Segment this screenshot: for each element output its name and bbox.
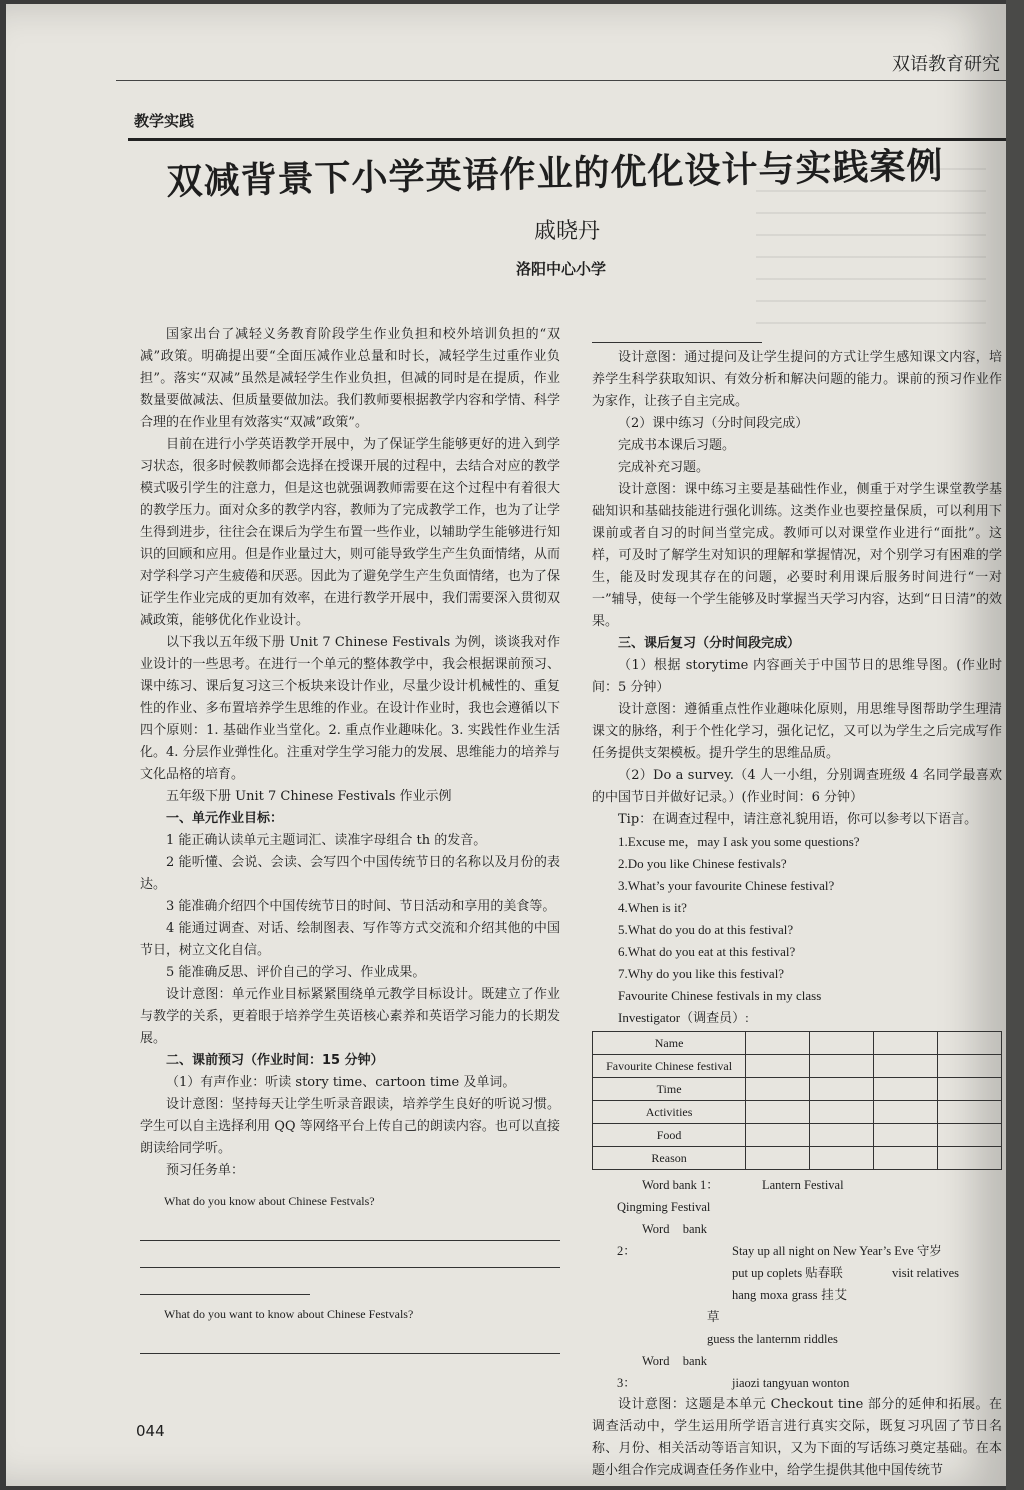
header-rule <box>116 80 1006 81</box>
paragraph: 五年级下册 Unit 7 Chinese Festivals 作业示例 <box>166 789 452 804</box>
answer-line <box>592 320 762 343</box>
goal-item: 3 能准确介绍四个中国传统节日的时间、节日活动和享用的美食等。 <box>166 899 556 914</box>
heading-review: 三、课后复习（分时间段完成） <box>618 636 801 651</box>
paragraph: 设计意图：坚持每天让学生听录音跟读，培养学生良好的听说习惯。学生可以自主选择利用 QQ 等网络平台上传自己的朗读内容。也可以直接朗读给同学听。 <box>140 1097 560 1156</box>
paragraph: 设计意图：单元作业目标紧紧围绕单元教学目标设计。既建立了作业与教学的关系，更着眼于培养学生英语核心素养和英语学习能力的长期发展。 <box>140 987 560 1046</box>
article-author: 戚晓丹 <box>534 219 601 244</box>
word-bank-2: Word bank 2： Stay up all night on New Year’s Eve 守岁 <box>617 1222 942 1258</box>
paragraph: 设计意图：遵循重点性作业趣味化原则，用思维导图帮助学生理清课文的脉络，利于个性化学习，强化记忆，又可以为学生之后完成写作任务提供支架模板。提升学生的思维品质。 <box>592 702 1002 761</box>
survey-question: 2.Do you like Chinese festivals? <box>618 856 787 871</box>
heading-unit-goals: 一、单元作业目标： <box>166 811 284 826</box>
paragraph: （1）根据 storytime 内容画关于中国节日的思维导图。(作业时间：5 分钟） <box>592 658 1002 695</box>
survey-title: Favourite Chinese festivals in my class <box>618 988 822 1003</box>
page-number: 044 <box>136 1422 165 1440</box>
worksheet-question: What do you know about Chinese Festvals? <box>164 1194 375 1208</box>
article-title: 双减背景下小学英语作业的优化设计与实践案例 <box>166 145 944 203</box>
word-bank-1: Word bank 1： Lantern FestivalQingming Festival <box>617 1178 844 1214</box>
answer-line <box>140 1272 310 1295</box>
heading-preview: 二、课前预习（作业时间：15 分钟） <box>166 1053 384 1068</box>
survey-question: 3.What’s your favourite Chinese festival? <box>618 878 835 893</box>
background-edge <box>1006 0 1024 1490</box>
paragraph: 目前在进行小学英语教学开展中，为了保证学生能够更好的进入到学习状态，很多时候教师都会选择在授课开展的过程中，去结合对应的教学模式吸引学生的注意力，但是这也就强调教师需要在这个过程中有着很大的教学压力。面对众多的教学内容，教师为了完成教学工作，也为了让学生得到进步，往往会在课后为学生布置一些作业，以辅助学生能够进行知识的回顾和应用。但是作业量过大，则可能导致学生产生负面情绪，从而对学科学习产生疲倦和厌恶。因此为了避免学生产生负面情绪，也为了保证学生作业完成的更加有效率，在进行教学开展中，我们需要深入贯彻双减政策，能够优化作业设计。 <box>140 437 560 628</box>
journal-name: 双语教育研究 <box>892 54 1000 75</box>
word-bank-2-cont: put up coplets 贴春联 visit relatives <box>732 1266 959 1280</box>
row-header: Activities <box>593 1101 746 1124</box>
survey-question: 6.What do you eat at this festival? <box>618 944 796 959</box>
paragraph: 预习任务单： <box>166 1163 245 1178</box>
survey-question: 1.Excuse me，may I ask you some questions? <box>618 834 860 849</box>
paragraph: （2）Do a survey.（4 人一小组，分别调查班级 4 名同学最喜欢的中国节日并做好记录。）(作业时间：6 分钟） <box>592 768 1002 805</box>
paragraph: 设计意图：课中练习主要是基础性作业，侧重于对学生课堂教学基础知识和基础技能进行强化训练。这类作业也要控量保质，可以利用下课前或者自习的时间当堂完成。教师可以对课堂作业进行“面批”。这样，可及时了解学生对知识的理解和掌握情况，对个别学习有困难的学生，能及时发现其存在的问题，必要时利用课后服务时间进行“一对一”辅导，使每一个学生能够及时掌握当天学习内容，达到“日日清”的效果。 <box>592 482 1002 629</box>
goal-item: 2 能听懂、会说、会读、会写四个中国传统节日的名称以及月份的表达。 <box>140 855 560 892</box>
row-header: Name <box>593 1032 746 1055</box>
left-column <box>140 324 560 1358</box>
survey-question: 7.Why do you like this festival? <box>618 966 785 981</box>
row-header: Time <box>593 1078 746 1101</box>
row-header: Food <box>593 1124 746 1147</box>
answer-line <box>140 1218 560 1241</box>
paragraph: （2）课中练习（分时间段完成） <box>618 416 809 431</box>
paragraph: 完成补充习题。 <box>618 460 710 475</box>
word-bank-3: Word bank 3： jiaozi tangyuan wonton <box>617 1354 850 1390</box>
goal-item: 4 能通过调查、对话、绘制图表、写作等方式交流和介绍其他的中国节日，树立文化自信。 <box>140 921 560 958</box>
paragraph: 完成书本课后习题。 <box>618 438 736 453</box>
journal-page <box>6 4 1006 1486</box>
worksheet-question: What do you want to know about Chinese Festvals? <box>164 1307 414 1321</box>
answer-line <box>140 1245 560 1268</box>
paragraph: 以下我以五年级下册 Unit 7 Chinese Festivals 为例，谈谈我对作业设计的一些思考。在进行一个单元的整体教学中，我会根据课前预习、课中练习、课后复习这三个板块来设计作业，尽量少设计机械性的、重复性的作业、多布置培养学生思维的作业。在设计作业时，我也会遵循以下四个原则：1. 基础作业当堂化。2. 重点作业趣味化。3. 实践性作业生活化。4. 分层作业弹性化。注重对学生学习能力的发展、思维能力的培养与文化品格的培育。 <box>140 635 560 782</box>
paragraph: 国家出台了减轻义务教育阶段学生作业负担和校外培训负担的“双减”政策。明确提出要“全面压减作业总量和时长，减轻学生过重作业负担”。落实“双减”虽然是减轻学生作业负担，但减的同时是在提质，作业数量要做减法、但质量要做加法。我们教师要根据教学内容和学情、科学合理的在作业里有效落实“双减”政策”。 <box>140 327 560 430</box>
word-bank-2-cont: hang moxa grass 挂艾草guess the lanternm riddles <box>707 1288 847 1346</box>
row-header: Reason <box>593 1147 746 1170</box>
right-column <box>592 320 1002 1482</box>
paragraph: （1）有声作业：听读 story time、cartoon time 及单词。 <box>166 1075 516 1090</box>
row-header: Favourite Chinese festival <box>593 1055 746 1078</box>
paragraph: 设计意图：通过提问及让学生提问的方式让学生感知课文内容，培养学生科学获取知识、有效分析和解决问题的能力。课前的预习作业作为家作，让孩子自主完成。 <box>592 350 1002 409</box>
investigator-label: Investigator（调查员）: <box>618 1010 749 1025</box>
answer-line <box>140 1331 560 1354</box>
goal-item: 1 能正确认读单元主题词汇、读准字母组合 th 的发音。 <box>166 833 487 848</box>
author-affiliation: 洛阳中心小学 <box>516 260 607 278</box>
paragraph: 设计意图：这题是本单元 Checkout tine 部分的延伸和拓展。在调查活动中，学生运用所学语言进行真实交际，既复习巩固了节日名称、月份、相关活动等语言知识，又为下面的写话练习奠定基础。在本题小组合作完成调查任务作业中，给学生提供其他中国传统节 <box>592 1397 1002 1478</box>
survey-table <box>592 1031 1002 1170</box>
survey-question: 4.When is it? <box>618 900 687 915</box>
survey-question: 5.What do you do at this festival? <box>618 922 794 937</box>
paragraph: Tip：在调查过程中，请注意礼貌用语，你可以参考以下语言。 <box>618 812 978 827</box>
section-label: 教学实践 <box>134 112 195 130</box>
goal-item: 5 能准确反思、评价自己的学习、作业成果。 <box>166 965 426 980</box>
